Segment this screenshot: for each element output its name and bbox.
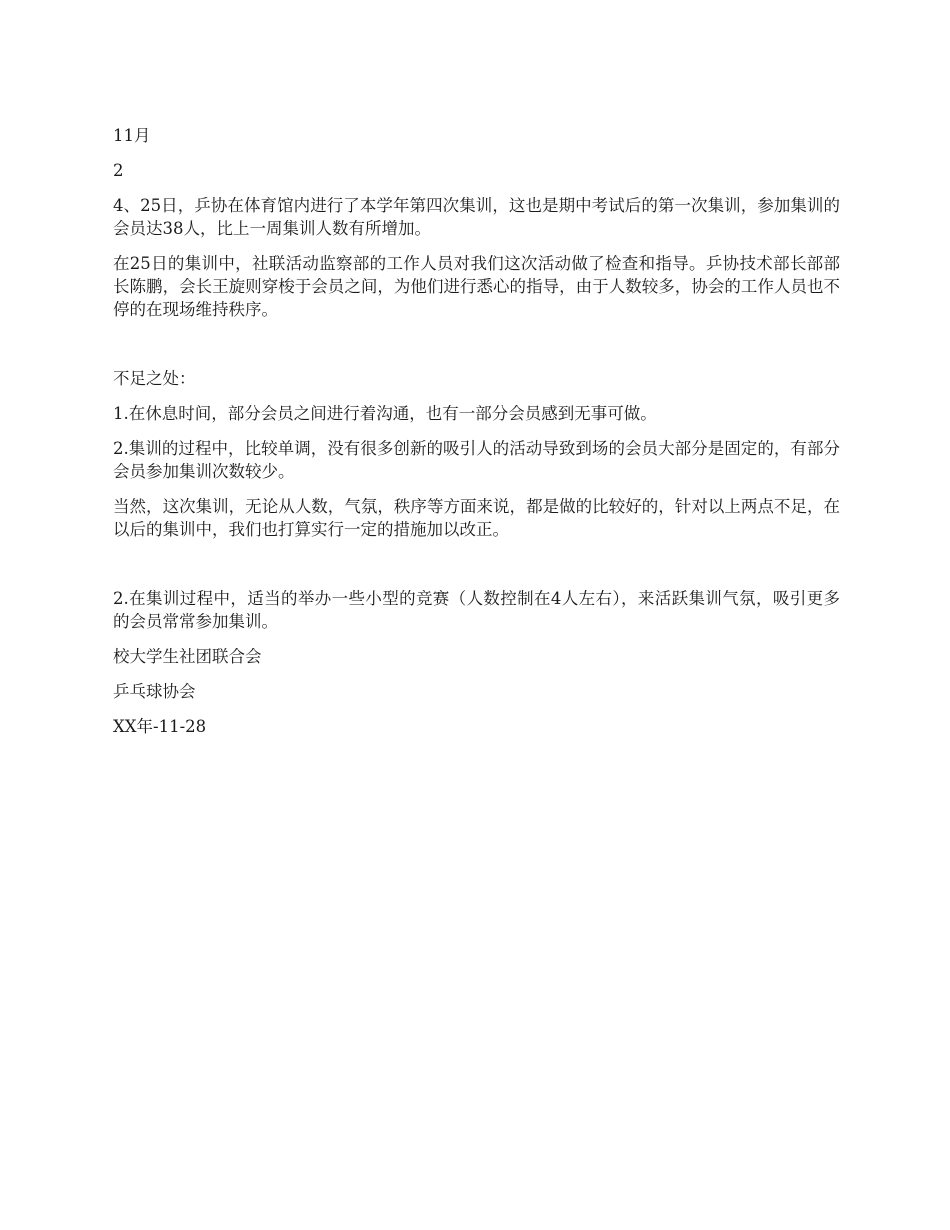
improvement-item-2: 2.在集训过程中，适当的举办一些小型的竞赛（人数控制在4人左右），来活跃集训气氛，吸引更多的会员常常参加集训。 [113,589,840,631]
organization-line-2: 乒乓球协会 [113,682,196,701]
month-line: 11月 [113,126,151,145]
date-line: XX年-11-28 [113,717,207,736]
section-spacer [113,333,840,367]
paragraph-training-details: 在25日的集训中，社联活动监察部的工作人员对我们这次活动做了检查和指导。乒协技术部长部部长陈鹏，会长王旋则穿梭于会员之间，为他们进行悉心的指导，由于人数较多，协会的工作人员也不停的在现场维持秩序。 [113,254,840,319]
shortcoming-item-2: 2.集训的过程中，比较单调，没有很多创新的吸引人的活动导致到场的会员大部分是固定的，有部分会员参加集训次数较少。 [113,439,840,481]
paragraph-conclusion: 当然，这次集训，无论从人数，气氛，秩序等方面来说，都是做的比较好的，针对以上两点不足，在以后的集训中，我们也打算实行一定的措施加以改正。 [113,497,840,539]
section-spacer [113,553,840,587]
organization-line-1: 校大学生社团联合会 [113,647,262,666]
paragraph-training-summary: 4、25日，乒协在体育馆内进行了本学年第四次集训，这也是期中考试后的第一次集训，参加集训的会员达38人，比上一周集训人数有所增加。 [113,196,840,238]
number-line: 2 [113,161,124,180]
shortcoming-item-1: 1.在休息时间，部分会员之间进行着沟通，也有一部分会员感到无事可做。 [113,404,657,423]
shortcomings-heading: 不足之处： [113,369,196,388]
